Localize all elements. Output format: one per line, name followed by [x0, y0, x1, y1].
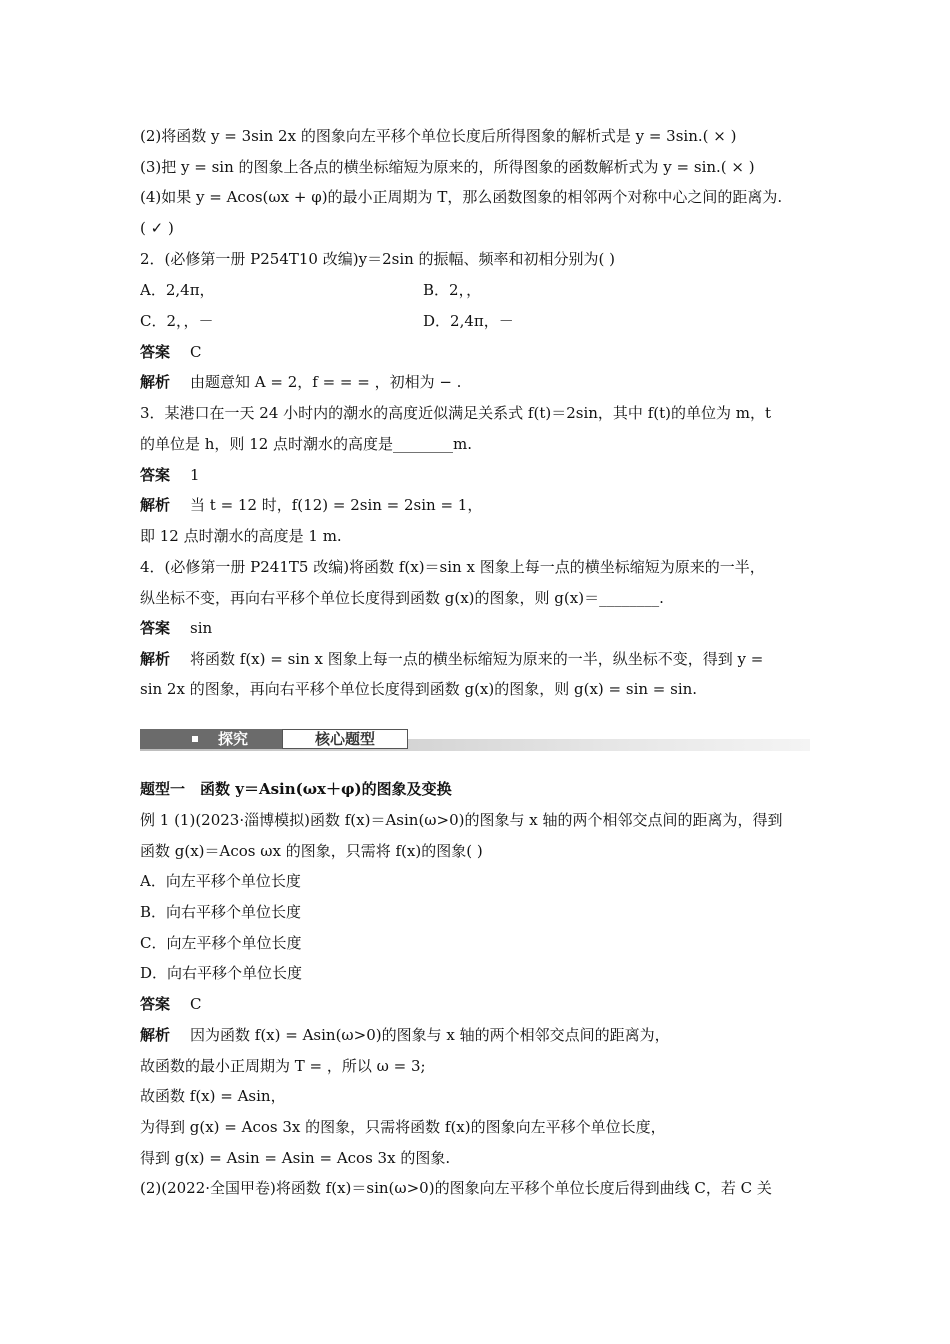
analysis-text: 将函数 f(x) = sin x 图象上每一点的横坐标缩短为原来的一半，纵坐标不变，得到 y =: [190, 650, 764, 668]
answer-value: C: [190, 995, 202, 1013]
answer-label: 答案: [140, 995, 171, 1013]
item-2-statement: (2)将函数 y = 3sin 2x 的图象向左平移个单位长度后所得图象的解析式是 y = 3sin.( × ): [140, 127, 737, 145]
answer-label: 答案: [140, 343, 171, 361]
analysis-label: 解析: [140, 496, 171, 514]
option-b: B．向右平移个单位长度: [140, 903, 302, 921]
analysis-label: 解析: [140, 650, 171, 668]
option-c: C．2，，－: [140, 312, 214, 330]
analysis-text: 即 12 点时潮水的高度是 1 m.: [140, 527, 342, 545]
answer-value: sin: [190, 619, 213, 637]
answer-label: 答案: [140, 619, 171, 637]
analysis-text: 故函数 f(x) = Asin，: [140, 1087, 286, 1105]
answer-value: 1: [190, 466, 200, 484]
option-d: D．2,4π，－: [423, 312, 514, 330]
option-a: A．向左平移个单位长度: [140, 872, 301, 890]
item-3-statement: (3)把 y = sin 的图象上各点的横坐标缩短为原来的，所得图象的函数解析式为 y = sin.( × ): [140, 158, 755, 176]
option-b: B．2，，: [423, 281, 482, 299]
answer-value: C: [190, 343, 202, 361]
analysis-text: 当 t = 12 时，f(12) = 2sin = 2sin = 1，: [190, 496, 483, 514]
option-c: C．向左平移个单位长度: [140, 934, 302, 952]
example-1-line-2: 函数 g(x)＝Acos ωx 的图象，只需将 f(x)的图象( ): [140, 842, 483, 860]
option-a: A．2,4π，: [140, 281, 215, 299]
analysis-text: 得到 g(x) = Asin = Asin = Acos 3x 的图象.: [140, 1149, 451, 1167]
example-1-part-2: (2)(2022·全国甲卷)将函数 f(x)＝sin(ω>0)的图象向左平移个单位长度后得到曲线 C，若 C 关: [140, 1179, 772, 1197]
banner-title: 探究: [218, 730, 249, 748]
section-banner: [140, 727, 810, 755]
analysis-text: 为得到 g(x) = Acos 3x 的图象，只需将函数 f(x)的图象向左平移个单位长度，: [140, 1118, 666, 1136]
banner-dark-block: [140, 729, 282, 749]
item-4-statement: (4)如果 y = Acos(ωx + φ)的最小正周期为 T，那么函数图象的相邻两个对称中心之间的距离为.: [140, 188, 783, 206]
analysis-label: 解析: [140, 1026, 171, 1044]
topic-heading: 题型一 函数 y＝Asin(ωx＋φ)的图象及变换: [140, 780, 452, 798]
example-1-line-1: 例 1 (1)(2023·淄博模拟)函数 f(x)＝Asin(ω>0)的图象与 x 轴的两个相邻交点间的距离为，得到: [140, 811, 783, 829]
item-4-mark: ( ✓ ): [140, 219, 174, 237]
question-3-line-1: 3．某港口在一天 24 小时内的潮水的高度近似满足关系式 f(t)＝2sin，其中 f(t)的单位为 m，t: [140, 404, 771, 422]
analysis-label: 解析: [140, 373, 171, 391]
question-4-line-2: 纵坐标不变，再向右平移个单位长度得到函数 g(x)的图象，则 g(x)＝________.: [140, 589, 664, 607]
analysis-text: 故函数的最小正周期为 T = ，所以 ω = 3;: [140, 1057, 426, 1075]
question-2: 2．(必修第一册 P254T10 改编)y＝2sin 的振幅、频率和初相分别为( ): [140, 250, 616, 268]
banner-subtitle: 核心题型: [282, 729, 408, 749]
option-d: D．向右平移个单位长度: [140, 964, 303, 982]
analysis-text: sin 2x 的图象，再向右平移个单位长度得到函数 g(x)的图象，则 g(x) = sin = sin.: [140, 680, 698, 698]
analysis-text: 因为函数 f(x) = Asin(ω>0)的图象与 x 轴的两个相邻交点间的距离为，: [190, 1026, 670, 1044]
answer-label: 答案: [140, 466, 171, 484]
analysis-text: 由题意知 A = 2，f = = = ，初相为 − .: [190, 373, 462, 391]
question-4-line-1: 4．(必修第一册 P241T5 改编)将函数 f(x)＝sin x 图象上每一点的横坐标缩短为原来的一半，: [140, 558, 765, 576]
square-bullet-icon: [192, 736, 198, 742]
question-3-line-2: 的单位是 h，则 12 点时潮水的高度是________m.: [140, 435, 473, 453]
